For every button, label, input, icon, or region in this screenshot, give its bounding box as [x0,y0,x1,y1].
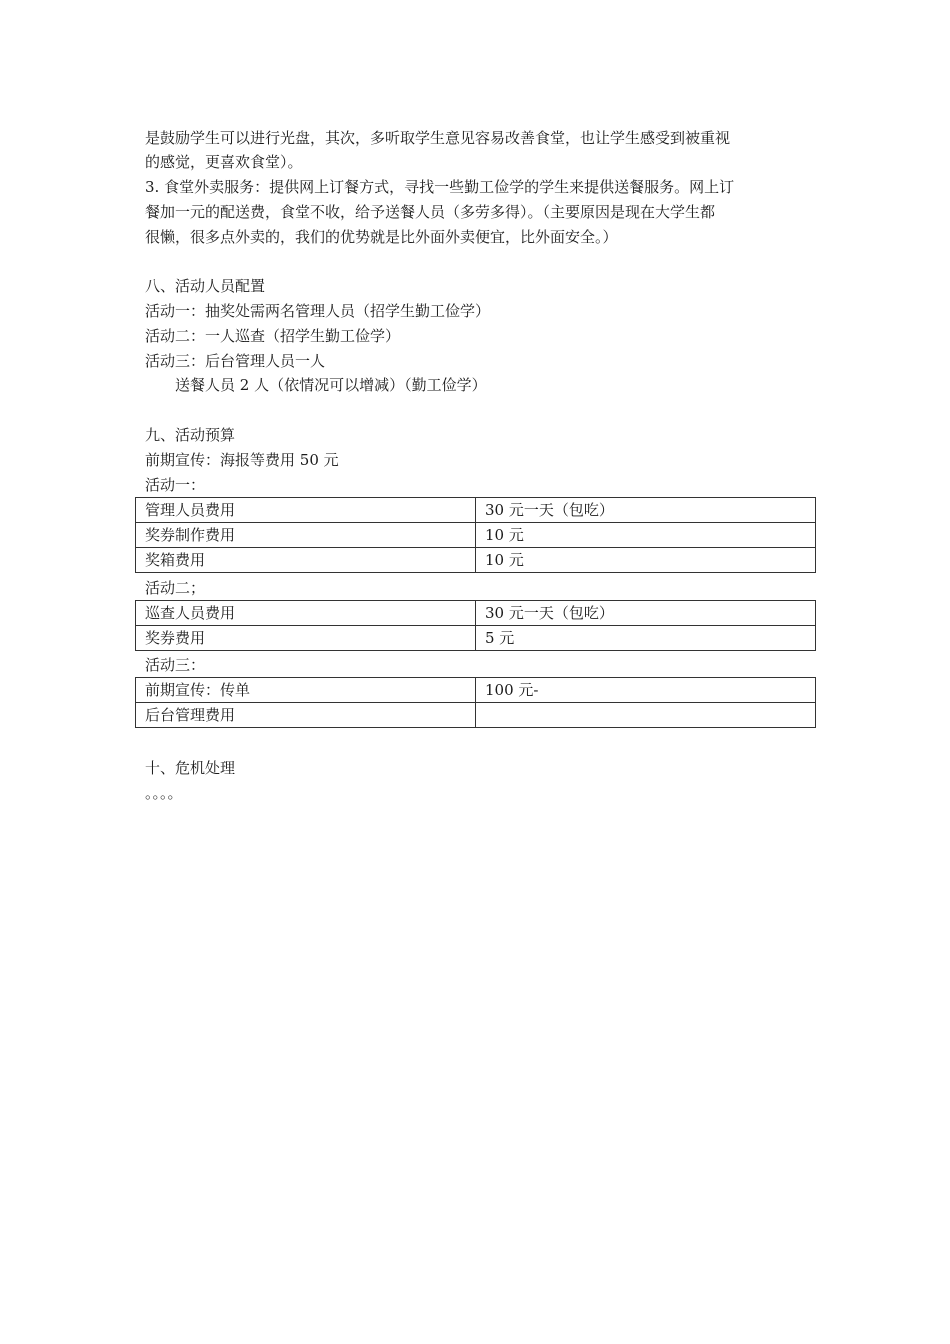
table-cell [476,703,816,728]
section-heading: 九、活动预算 [145,426,236,444]
budget-table-activity-3 [135,677,816,728]
table-cell: 巡查人员费用 [136,601,476,626]
table-row [136,703,816,728]
activity-label: 活动三： [145,656,206,674]
paragraph-line: 3. 食堂外卖服务：提供网上订餐方式，寻找一些勤工俭学的学生来提供送餐服务。网上订 [145,178,735,196]
table-row [136,548,816,573]
budget-table-activity-2 [135,600,816,651]
paragraph-line: 很懒，很多点外卖的，我们的优势就是比外面外卖便宜，比外面安全。） [145,228,618,246]
table-cell: 奖箱费用 [136,548,476,573]
table-row [136,626,816,651]
table-cell: 30 元一天（包吃） [476,601,816,626]
budget-intro: 前期宣传：海报等费用 50 元 [145,451,339,469]
activity-label: 活动一： [145,476,206,494]
budget-table-activity-1 [135,497,816,573]
staff-line: 活动一：抽奖处需两名管理人员（招学生勤工俭学） [145,302,491,320]
staff-line: 送餐人员 2 人（依情况可以增减）（勤工俭学） [175,376,487,394]
section-heading: 十、危机处理 [145,759,236,777]
table-cell: 100 元- [476,678,816,703]
table-cell: 10 元 [476,548,816,573]
staff-line: 活动三：后台管理人员一人 [145,352,326,370]
section-heading: 八、活动人员配置 [145,277,266,295]
paragraph-line: 的感觉，更喜欢食堂）。 [145,153,303,171]
paragraph-line: 是鼓励学生可以进行光盘，其次，多听取学生意见容易改善食堂，也让学生感受到被重视 [145,129,731,147]
table-cell: 管理人员费用 [136,498,476,523]
table-cell: 5 元 [476,626,816,651]
crisis-body: 。。。。 [145,784,183,802]
table-row [136,498,816,523]
table-cell: 前期宣传：传单 [136,678,476,703]
table-row [136,678,816,703]
table-cell: 30 元一天（包吃） [476,498,816,523]
table-cell: 奖券制作费用 [136,523,476,548]
table-row [136,523,816,548]
table-cell: 奖券费用 [136,626,476,651]
table-cell: 后台管理费用 [136,703,476,728]
table-row [136,601,816,626]
activity-label: 活动二； [145,579,206,597]
table-cell: 10 元 [476,523,816,548]
paragraph-line: 餐加一元的配送费，食堂不收，给予送餐人员（多劳多得）。（主要原因是现在大学生都 [145,203,716,221]
staff-line: 活动二：一人巡查（招学生勤工俭学） [145,327,401,345]
